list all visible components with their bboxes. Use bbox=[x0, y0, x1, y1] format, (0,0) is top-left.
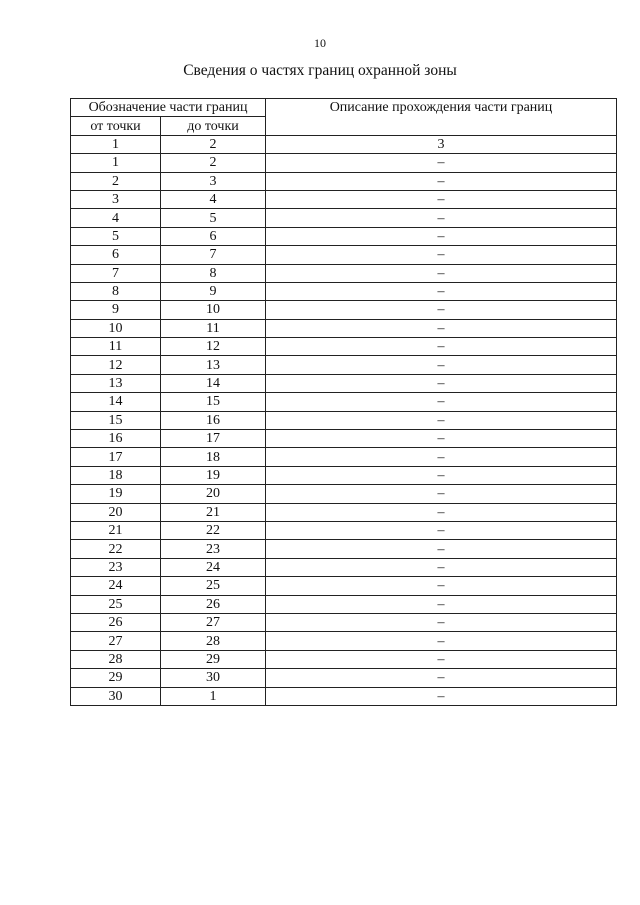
table-row bbox=[71, 577, 617, 595]
from-point-cell: 4 bbox=[71, 209, 161, 227]
to-point-cell: 13 bbox=[161, 356, 266, 374]
to-point-cell: 10 bbox=[161, 301, 266, 319]
to-point-cell: 15 bbox=[161, 393, 266, 411]
description-cell: – bbox=[266, 430, 617, 448]
document-title: Сведения о частях границ охранной зоны bbox=[183, 62, 457, 79]
to-point-cell: 8 bbox=[161, 264, 266, 282]
table-row bbox=[71, 227, 617, 245]
table-row bbox=[71, 264, 617, 282]
description-cell: – bbox=[266, 521, 617, 539]
header-boundary-designation: Обозначение части границ bbox=[71, 99, 266, 117]
to-point-cell: 17 bbox=[161, 430, 266, 448]
to-point-cell: 16 bbox=[161, 411, 266, 429]
from-point-cell: 20 bbox=[71, 503, 161, 521]
table-row bbox=[71, 154, 617, 172]
table-row bbox=[71, 448, 617, 466]
description-cell: – bbox=[266, 540, 617, 558]
from-point-cell: 19 bbox=[71, 485, 161, 503]
table-row bbox=[71, 503, 617, 521]
from-point-cell: 26 bbox=[71, 613, 161, 631]
from-point-cell: 11 bbox=[71, 338, 161, 356]
header-from-point: от точки bbox=[71, 117, 161, 135]
table-row bbox=[71, 209, 617, 227]
from-point-cell: 6 bbox=[71, 246, 161, 264]
from-point-cell: 17 bbox=[71, 448, 161, 466]
from-point-cell: 7 bbox=[71, 264, 161, 282]
from-point-cell: 1 bbox=[71, 154, 161, 172]
from-point-cell: 25 bbox=[71, 595, 161, 613]
description-cell: – bbox=[266, 301, 617, 319]
description-cell: – bbox=[266, 503, 617, 521]
to-point-cell: 5 bbox=[161, 209, 266, 227]
table-row bbox=[71, 356, 617, 374]
table-row bbox=[71, 319, 617, 337]
to-point-cell: 4 bbox=[161, 190, 266, 208]
from-point-cell: 10 bbox=[71, 319, 161, 337]
from-point-cell: 14 bbox=[71, 393, 161, 411]
table-row bbox=[71, 246, 617, 264]
description-cell: – bbox=[266, 190, 617, 208]
description-cell: – bbox=[266, 154, 617, 172]
to-point-cell: 20 bbox=[161, 485, 266, 503]
to-point-cell: 18 bbox=[161, 448, 266, 466]
to-point-cell: 7 bbox=[161, 246, 266, 264]
to-point-cell: 22 bbox=[161, 521, 266, 539]
from-point-cell: 28 bbox=[71, 650, 161, 668]
table-row bbox=[71, 485, 617, 503]
description-cell: – bbox=[266, 632, 617, 650]
description-cell: – bbox=[266, 319, 617, 337]
from-point-cell: 8 bbox=[71, 282, 161, 300]
description-cell: – bbox=[266, 356, 617, 374]
page-number: 10 bbox=[314, 36, 326, 50]
description-cell: – bbox=[266, 613, 617, 631]
to-point-cell: 27 bbox=[161, 613, 266, 631]
to-point-cell: 14 bbox=[161, 374, 266, 392]
description-cell: – bbox=[266, 172, 617, 190]
description-cell: – bbox=[266, 687, 617, 705]
table-row bbox=[71, 393, 617, 411]
to-point-cell: 9 bbox=[161, 282, 266, 300]
description-cell: – bbox=[266, 264, 617, 282]
boundary-parts-table bbox=[70, 98, 617, 706]
to-point-cell: 26 bbox=[161, 595, 266, 613]
table-row bbox=[71, 466, 617, 484]
description-cell: – bbox=[266, 246, 617, 264]
table-row bbox=[71, 301, 617, 319]
table-row bbox=[71, 613, 617, 631]
column-number-row bbox=[71, 135, 617, 153]
description-cell: – bbox=[266, 650, 617, 668]
from-point-cell: 9 bbox=[71, 301, 161, 319]
from-point-cell: 16 bbox=[71, 430, 161, 448]
from-point-cell: 13 bbox=[71, 374, 161, 392]
table-row bbox=[71, 687, 617, 705]
table-row bbox=[71, 521, 617, 539]
header-to-point: до точки bbox=[161, 117, 266, 135]
table-row bbox=[71, 282, 617, 300]
from-point-cell: 15 bbox=[71, 411, 161, 429]
from-point-cell: 2 bbox=[71, 172, 161, 190]
to-point-cell: 11 bbox=[161, 319, 266, 337]
from-point-cell: 22 bbox=[71, 540, 161, 558]
description-cell: – bbox=[266, 209, 617, 227]
from-point-cell: 5 bbox=[71, 227, 161, 245]
table-row bbox=[71, 172, 617, 190]
table-row bbox=[71, 650, 617, 668]
from-point-cell: 24 bbox=[71, 577, 161, 595]
from-point-cell: 29 bbox=[71, 669, 161, 687]
to-point-cell: 30 bbox=[161, 669, 266, 687]
to-point-cell: 24 bbox=[161, 558, 266, 576]
from-point-cell: 23 bbox=[71, 558, 161, 576]
from-point-cell: 21 bbox=[71, 521, 161, 539]
to-point-cell: 23 bbox=[161, 540, 266, 558]
table-row bbox=[71, 632, 617, 650]
table-body bbox=[71, 135, 617, 705]
to-point-cell: 21 bbox=[161, 503, 266, 521]
description-cell: – bbox=[266, 374, 617, 392]
table-row bbox=[71, 430, 617, 448]
description-cell: – bbox=[266, 669, 617, 687]
table-row bbox=[71, 595, 617, 613]
description-cell: – bbox=[266, 338, 617, 356]
description-cell: – bbox=[266, 485, 617, 503]
description-cell: – bbox=[266, 577, 617, 595]
from-point-cell: 3 bbox=[71, 190, 161, 208]
description-cell: – bbox=[266, 466, 617, 484]
table-row bbox=[71, 558, 617, 576]
table-row bbox=[71, 338, 617, 356]
description-cell: – bbox=[266, 393, 617, 411]
description-cell: – bbox=[266, 282, 617, 300]
table-row bbox=[71, 190, 617, 208]
to-point-cell: 25 bbox=[161, 577, 266, 595]
description-cell: – bbox=[266, 227, 617, 245]
table-row bbox=[71, 374, 617, 392]
column-number-cell: 3 bbox=[266, 135, 617, 153]
header-boundary-description: Описание прохождения части границ bbox=[266, 99, 617, 136]
description-cell: – bbox=[266, 595, 617, 613]
table-row bbox=[71, 669, 617, 687]
to-point-cell: 6 bbox=[161, 227, 266, 245]
description-cell: – bbox=[266, 558, 617, 576]
description-cell: – bbox=[266, 411, 617, 429]
from-point-cell: 27 bbox=[71, 632, 161, 650]
column-number-cell: 1 bbox=[71, 135, 161, 153]
to-point-cell: 1 bbox=[161, 687, 266, 705]
to-point-cell: 12 bbox=[161, 338, 266, 356]
table-row bbox=[71, 540, 617, 558]
to-point-cell: 28 bbox=[161, 632, 266, 650]
column-number-cell: 2 bbox=[161, 135, 266, 153]
description-cell: – bbox=[266, 448, 617, 466]
from-point-cell: 18 bbox=[71, 466, 161, 484]
from-point-cell: 12 bbox=[71, 356, 161, 374]
to-point-cell: 19 bbox=[161, 466, 266, 484]
to-point-cell: 29 bbox=[161, 650, 266, 668]
table-row bbox=[71, 411, 617, 429]
from-point-cell: 30 bbox=[71, 687, 161, 705]
to-point-cell: 3 bbox=[161, 172, 266, 190]
to-point-cell: 2 bbox=[161, 154, 266, 172]
